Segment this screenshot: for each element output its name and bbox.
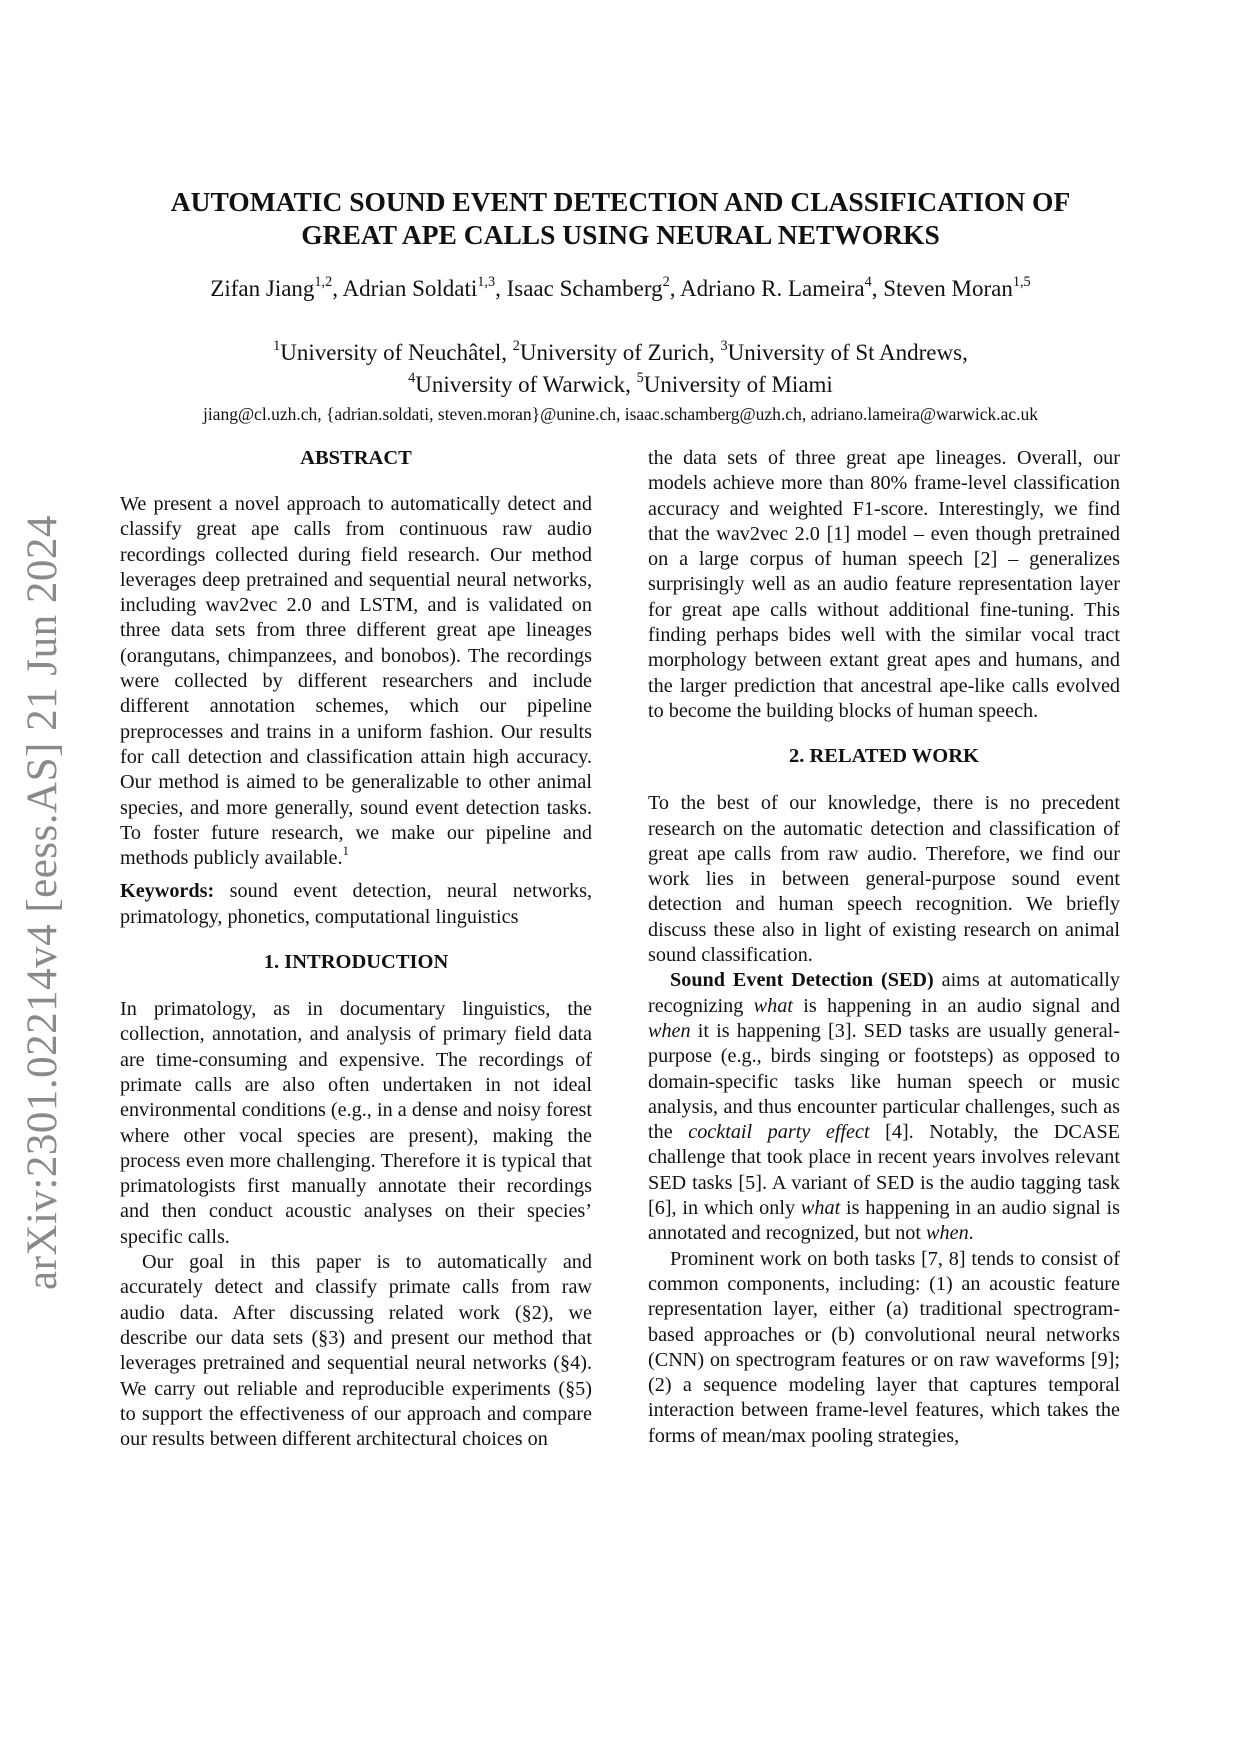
left-column (120, 446, 592, 1452)
affiliation: University of Miami (643, 372, 833, 397)
affiliations-line-2: $^4$University of Warwick, $^5$University of Miami (408, 369, 833, 397)
author-affiliation-mark: 1,2 (314, 273, 333, 290)
affiliation: University of Neuchâtel, (280, 340, 513, 365)
introduction-heading: 1. INTRODUCTION (263, 951, 449, 974)
affiliation: University of Zurich, (519, 340, 721, 365)
author-affiliation-mark: 2 (662, 273, 670, 290)
introduction-paragraph-1: In primatology, as in documentary linguistics, the collection, annotation, and analysis of primary field data are time-consuming and expensive. The recordings of primate calls are also often undertaken in not ideal environmental conditions (e.g., in a dense and noisy forest where other vocal species are present), making the process even more challenging. Therefore it is typical that primatologists first manually annotate their recordings and then conduct acoustic analyses on their species’ specific calls. (120, 998, 592, 1248)
abstract-heading: ABSTRACT (300, 447, 412, 469)
right-column (648, 446, 1120, 1449)
author-emails: jiang@cl.uzh.ch, {adrian.soldati, steven.moran}@unine.ch, isaac.schamberg@uzh.ch, adriano.lameira@warwick.ac.uk (202, 404, 1039, 424)
footnote-mark: 1 (342, 844, 349, 859)
related-work-heading: 2. RELATED WORK (788, 745, 980, 768)
introduction-paragraph-2: Our goal in this paper is to automatically and accurately detect and classify primate calls from raw audio data. After discussing related work (§2), we describe our data sets (§3) and present our method that leverages pretrained and sequential neural networks (§4). We carry out reliable and reproducible experiments (§5) to support the effectiveness of our approach and compare our results between different architectural choices on (120, 1251, 592, 1451)
keywords: Keywords: sound event detection, neural networks, primatology, phonetics, computational linguistics (120, 880, 592, 928)
author-affiliation-mark: 1,5 (1012, 273, 1031, 290)
sed-paragraph: Sound Event Detection (SED) aims at automatically recognizing what is happening in an audio signal and when it is happening [3]. SED tasks are usually general-purpose (e.g., birds singing or footsteps) as opposed to domain-specific tasks like human speech or music analysis, and thus encounter particular challenges, such as the cocktail party effect [4]. Notably, the DCASE challenge that took place in recent years involves relevant SED tasks [5]. A variant of SED is the audio tagging task [6], in which only what is happening in an audio signal is annotated and recognized, but not when. (648, 969, 1121, 1245)
related-work-paragraph-3: Prominent work on both tasks [7, 8] tends to consist of common components, including: (1) an acoustic feature representation layer, either (a) traditional spectrogram-based approaches or (b) convolutional neural networks (CNN) on spectrogram features or on raw waveforms [9]; (2) a sequence modeling layer that captures temporal interaction between frame-level features, which takes the forms of mean/max pooling strategies, (648, 1247, 1120, 1447)
author: Isaac Schamberg$^2$, (506, 273, 680, 301)
abstract-text: We present a novel approach to automatically detect and classify great ape calls from continuous raw audio recordings collected during field research. Our method leverages deep pretrained and sequential neural networks, including wav2vec 2.0 and LSTM, and is validated on three data sets from three different great ape lineages (orangutans, chimpanzees, and bonobos). The recordings were collected by different researchers and include different annotation schemes, which our pipeline preprocesses and trains in a uniform fashion. Our results for call detection and classification attain high accuracy. Our method is aimed to be generalizable to other animal species, and more generally, sound event detection tasks. To foster future research, we make our pipeline and methods publicly available.$^1$ (120, 493, 592, 870)
paper-title-line-2: GREAT APE CALLS USING NEURAL NETWORKS (301, 219, 940, 250)
author-list (110, 273, 1131, 302)
arxiv-sidebar-stamp: arXiv:2301.02214v4 [eess.AS] 21 Jun 2024 (19, 515, 66, 1290)
paper-title (110, 185, 1131, 251)
sed-term: Sound Event Detection (SED) (670, 969, 934, 992)
author: Zifan Jiang$^{1,2}$, (210, 273, 343, 301)
affiliation: University of Warwick, (415, 372, 637, 397)
author: Steven Moran$^{1,5}$ (883, 273, 1031, 301)
author: Adrian Soldati$^{1,3}$, (342, 273, 507, 301)
author: Adriano R. Lameira$^4$, (679, 273, 884, 301)
author-affiliation-mark: 4 (864, 273, 872, 290)
introduction-paragraph-2-continued: the data sets of three great ape lineages. Overall, our models achieve more than 80% frame-level classification accuracy and weighted F1-score. Interestingly, we find that the wav2vec 2.0 [1] model – even though pretrained on a large corpus of human speech [2] – generalizes surprisingly well as an audio feature representation layer for great ape calls without additional fine-tuning. This finding perhaps bides well with the similar vocal tract morphology between extant great apes and humans, and the larger prediction that ancestral ape-like calls evolved to become the building blocks of human speech. (648, 447, 1120, 722)
related-work-paragraph-1: To the best of our knowledge, there is no precedent research on the automatic detection and classification of great ape calls from raw audio. Therefore, we find our work lies in between general-purpose sound event detection and human speech recognition. We briefly discuss these also in light of existing research on animal sound classification. (648, 792, 1120, 967)
keywords-label: Keywords: (120, 880, 215, 903)
affiliations-line-1: $^1$University of Neuchâtel, $^2$University of Zurich, $^3$University of St Andrews, (273, 337, 968, 365)
affiliation: University of St Andrews, (727, 340, 968, 365)
paper-title-line-1: AUTOMATIC SOUND EVENT DETECTION AND CLASSIFICATION OF (170, 186, 1071, 217)
author-affiliation-mark: 1,3 (477, 273, 496, 290)
